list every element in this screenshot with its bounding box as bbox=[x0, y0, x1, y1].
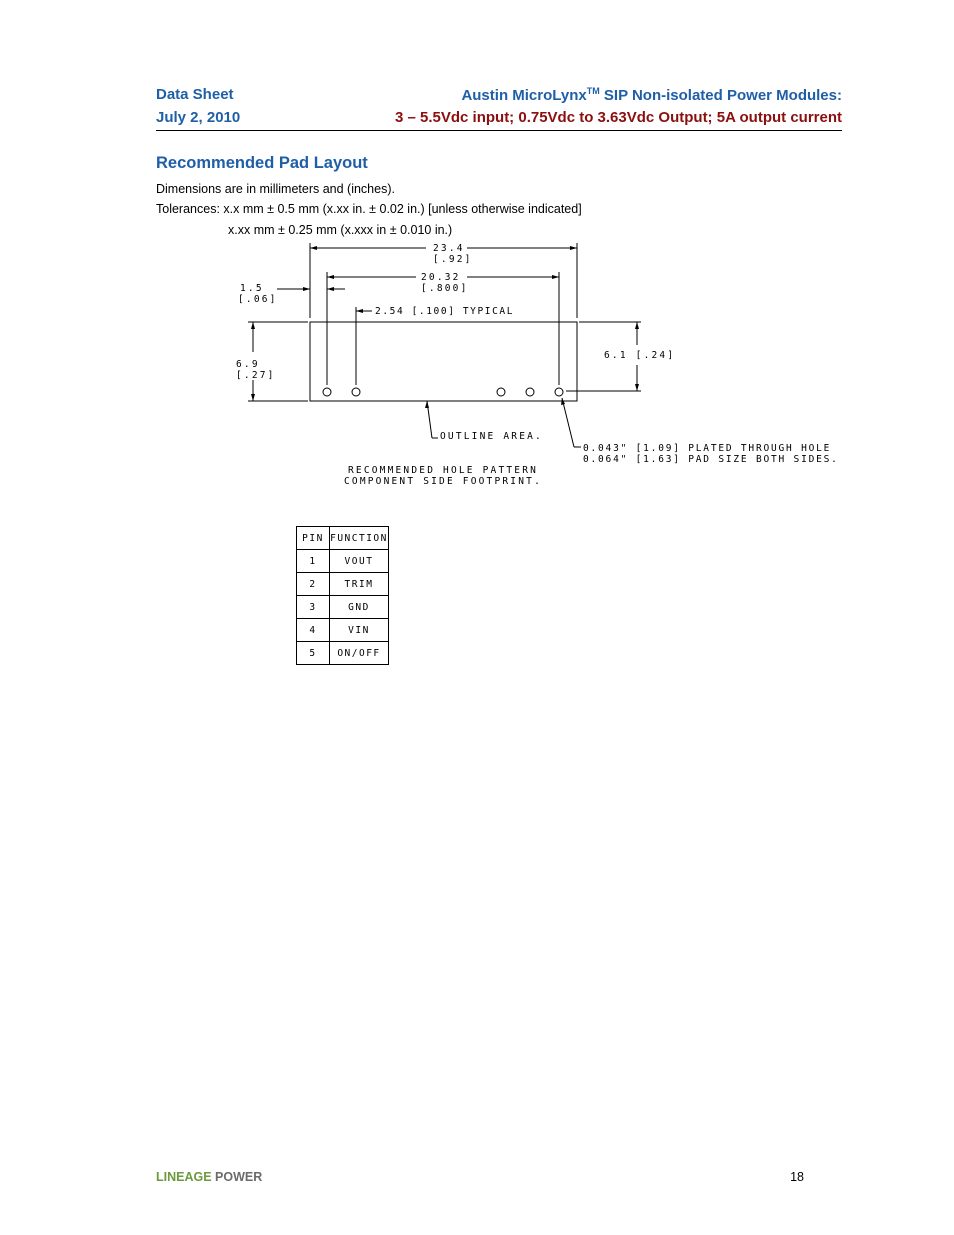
dim-span-in: [.800] bbox=[421, 283, 469, 294]
product-title-suffix: SIP Non-isolated Power Modules: bbox=[599, 87, 842, 104]
header-pin: PIN bbox=[297, 527, 330, 550]
footer-brand bbox=[156, 1170, 262, 1184]
pin-hole-5 bbox=[555, 388, 563, 396]
pin-hole-4 bbox=[526, 388, 534, 396]
dim-hole-height: 6.1 [.24] bbox=[604, 350, 676, 361]
dim-height-in: [.27] bbox=[236, 370, 276, 381]
dim-height-mm: 6.9 bbox=[236, 359, 260, 370]
tolerances-note-2: x.xx mm ± 0.25 mm (x.xxx in ± 0.010 in.) bbox=[228, 223, 453, 237]
hole-note-2: 0.064" [1.63] PAD SIZE BOTH SIDES. bbox=[583, 454, 839, 465]
pin-hole-1 bbox=[323, 388, 331, 396]
dimensions-note: Dimensions are in millimeters and (inches). bbox=[156, 182, 395, 196]
header-function: FUNCTION bbox=[330, 527, 389, 550]
table-row bbox=[297, 596, 389, 619]
outline-label: OUTLINE AREA. bbox=[440, 431, 543, 442]
trademark-sup: TM bbox=[586, 86, 600, 96]
section-title: Recommended Pad Layout bbox=[156, 154, 368, 172]
pin-function: VIN bbox=[330, 619, 389, 642]
brand-lineage: LINEAGE bbox=[156, 1170, 212, 1184]
product-subtitle: 3 – 5.5Vdc input; 0.75Vdc to 3.63Vdc Output; 5A output current bbox=[394, 109, 842, 126]
pin-number: 3 bbox=[297, 596, 330, 619]
drawing-caption-2: COMPONENT SIDE FOOTPRINT. bbox=[344, 476, 542, 487]
drawing-caption-1: RECOMMENDED HOLE PATTERN bbox=[348, 465, 539, 476]
product-title-prefix: Austin MicroLynx bbox=[461, 87, 587, 104]
pin-number: 5 bbox=[297, 642, 330, 665]
dim-span-mm: 20.32 bbox=[421, 272, 461, 283]
pin-function: VOUT bbox=[330, 550, 389, 573]
outline-rectangle bbox=[310, 322, 577, 401]
dim-width-mm: 23.4 bbox=[433, 243, 465, 254]
tolerances-note: Tolerances: x.x mm ± 0.5 mm (x.xx in. ± 0.02 in.) [unless otherwise indicated] bbox=[156, 202, 582, 216]
table-row bbox=[297, 550, 389, 573]
pin-function: ON/OFF bbox=[330, 642, 389, 665]
dim-pitch: 2.54 [.100] TYPICAL bbox=[375, 306, 515, 317]
pin-hole-3 bbox=[497, 388, 505, 396]
dim-width-in: [.92] bbox=[433, 254, 473, 265]
doc-date: July 2, 2010 bbox=[156, 109, 241, 126]
table-row bbox=[297, 642, 389, 665]
pin-hole-2 bbox=[352, 388, 360, 396]
doc-type: Data Sheet bbox=[156, 86, 234, 103]
dim-offset-in: [.06] bbox=[238, 294, 278, 305]
table-header-row bbox=[297, 527, 389, 550]
pin-number: 4 bbox=[297, 619, 330, 642]
pin-number: 2 bbox=[297, 573, 330, 596]
table-row bbox=[297, 619, 389, 642]
pin-function-table bbox=[296, 526, 389, 665]
page-number: 18 bbox=[790, 1170, 804, 1184]
pad-layout-drawing bbox=[0, 0, 954, 500]
table-row bbox=[297, 573, 389, 596]
pin-function: TRIM bbox=[330, 573, 389, 596]
pin-function: GND bbox=[330, 596, 389, 619]
brand-power: POWER bbox=[211, 1170, 263, 1184]
pin-number: 1 bbox=[297, 550, 330, 573]
dim-offset-mm: 1.5 bbox=[240, 283, 264, 294]
hole-note-1: 0.043" [1.09] PLATED THROUGH HOLE bbox=[583, 443, 832, 454]
